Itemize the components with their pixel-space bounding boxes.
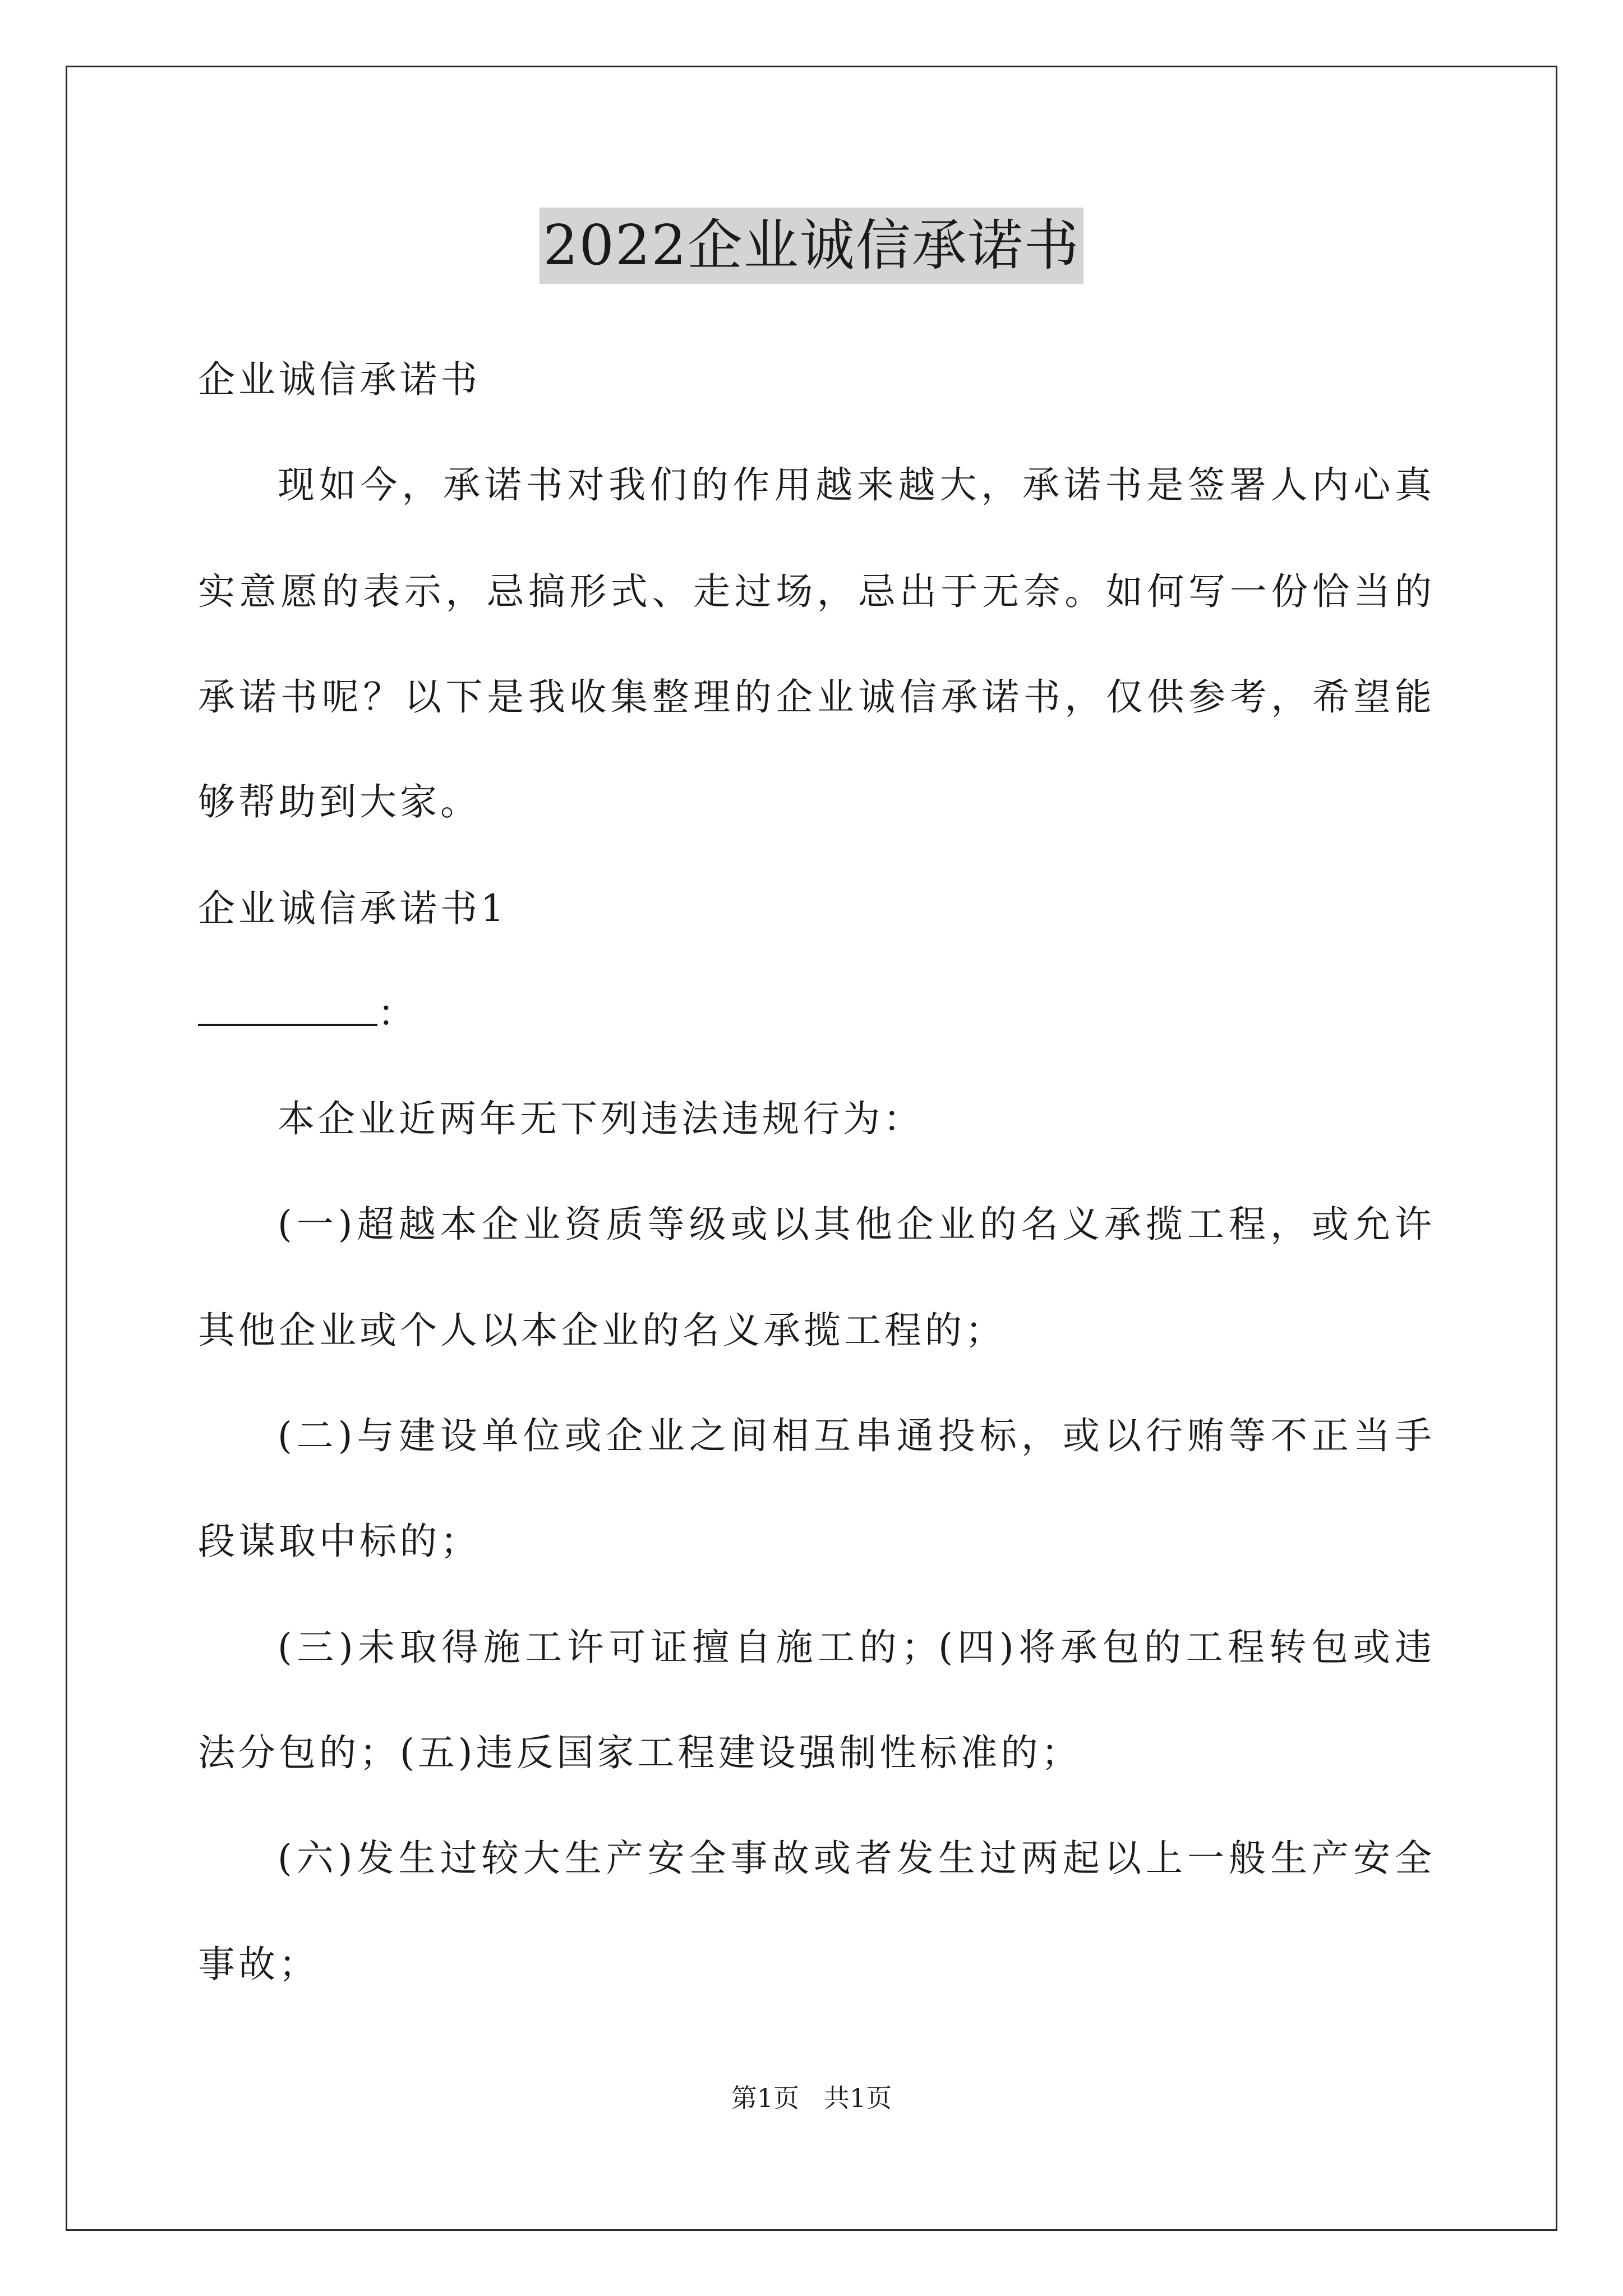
document-title: 2022企业诚信承诺书 — [540, 208, 1083, 284]
item-4-5-line-2: 法分包的；(五)违反国家工程建设强制性标准的； — [198, 1731, 1082, 1774]
addressee-line — [198, 988, 1432, 1039]
item-2-line-1: (二)与建设单位或企业之间相互串通投标，或以行贿等不正当手 — [278, 1414, 1432, 1457]
item-6-line-1: (六)发生过较大生产安全事故或者发生过两起以上一般生产安全 — [278, 1837, 1432, 1880]
intro-line-3: 承诺书呢？以下是我收集整理的企业诚信承诺书，仅供参考，希望能 — [198, 675, 1432, 719]
title-container — [0, 208, 1623, 284]
statement-line: 本企业近两年无下列违法违规行为： — [278, 1097, 924, 1140]
page-footer — [0, 2081, 1623, 2115]
item-2-line-2: 段谋取中标的； — [198, 1520, 481, 1563]
section-heading: 企业诚信承诺书 — [198, 358, 481, 401]
intro-line-2: 实意愿的表示，忌搞形式、走过场，忌出于无奈。如何写一份恰当的 — [198, 570, 1432, 613]
page-number: 第1页 — [731, 2083, 799, 2113]
item-1-line-2: 其他企业或个人以本企业的名义承揽工程的； — [198, 1309, 1006, 1352]
item-6-line-2: 事故； — [198, 1943, 319, 1986]
letter-heading: 企业诚信承诺书1 — [198, 887, 508, 930]
item-3-4-line-1: (三)未取得施工许可证擅自施工的；(四)将承包的工程转包或违 — [278, 1626, 1432, 1669]
page-total: 共1页 — [824, 2083, 892, 2113]
addressee-blank — [198, 990, 377, 1026]
addressee-colon: ： — [377, 992, 418, 1035]
item-1-line-1: (一)超越本企业资质等级或以其他企业的名义承揽工程，或允许 — [278, 1203, 1432, 1246]
intro-line-1: 现如今，承诺书对我们的作用越来越大，承诺书是签署人内心真 — [278, 463, 1432, 507]
intro-line-4: 够帮助到大家。 — [198, 780, 481, 823]
